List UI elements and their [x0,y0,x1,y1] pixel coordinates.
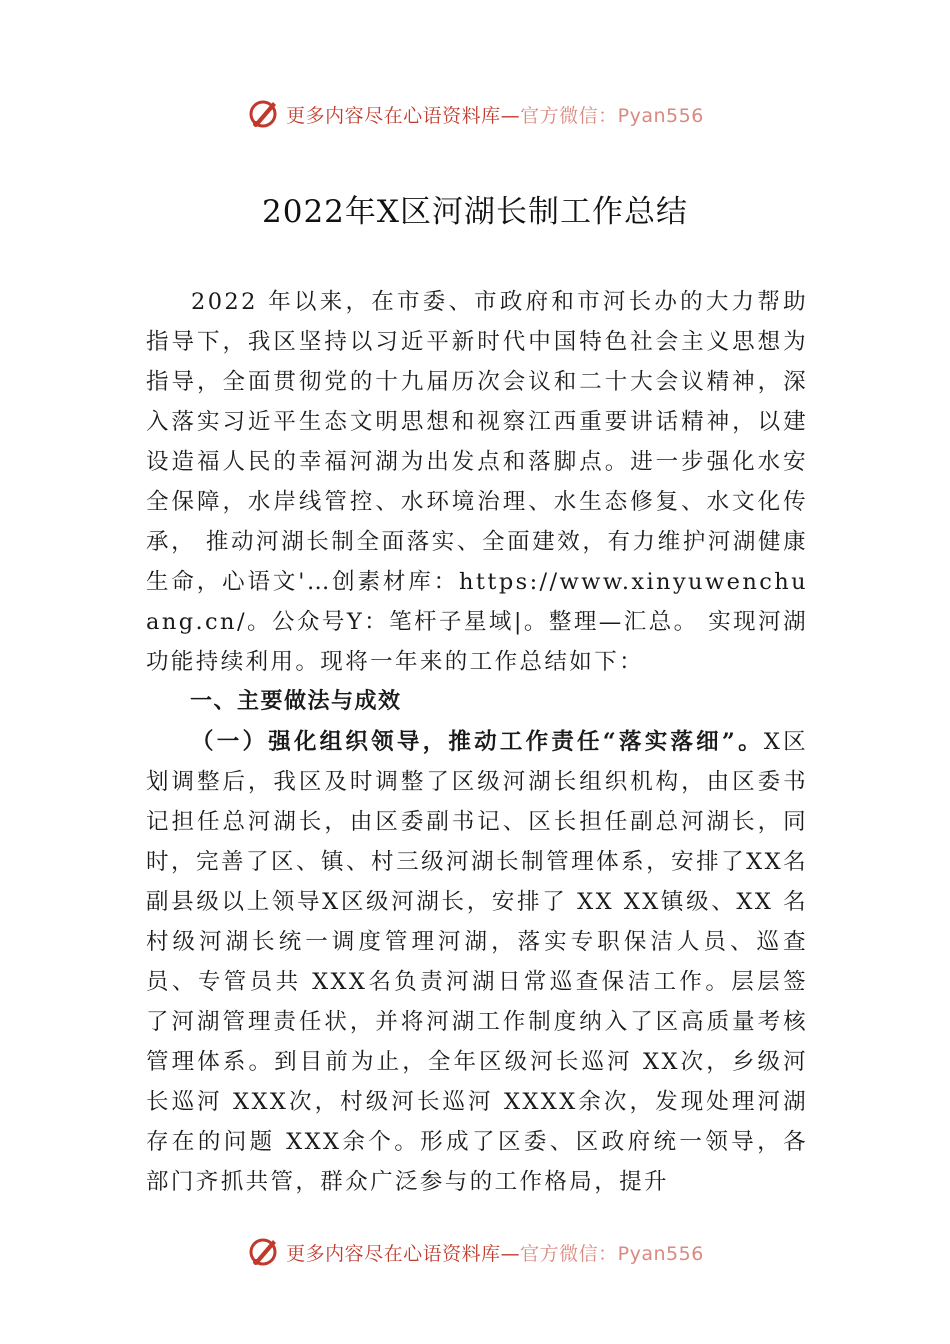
footer-banner [0,1230,950,1274]
document-title: 2022年X区河湖长制工作总结 [262,194,688,230]
document-body [146,282,808,1202]
subsection-paragraph [146,722,808,1202]
section-heading: 一、主要做法与成效 [190,689,402,714]
subsection-heading: （一）强化组织领导，推动工作责任“落实落细”。 [191,729,764,755]
banner-text: 更多内容尽在心语资料库—官方微信：Pyan556 [286,104,704,127]
header-banner [0,92,950,136]
pen-logo-icon [246,1234,282,1270]
intro-paragraph: 2022 年以来，在市委、市政府和市河长办的大力帮助指导下，我区坚持以习近平新时代中国特色社会主义思想为指导，全面贯彻党的十九届历次会议和二十大会议精神，深入落实习近平生态文明思想和视察江西重要讲话精神，以建设造福人民的幸福河湖为出发点和落脚点。进一步强化水安全保障，水岸线管控、水环境治理、水生态修复、水文化传承， 推动河湖长制全面落实、全面建效，有力维护河湖健康生命，心语文'…创素材库：https://www.xinyuwenchuang.cn/。公众号Y：笔杆子星域|。整理—汇总。 实现河湖功能持续利用。现将一年来的工作总结如下： [146,289,808,675]
pen-logo-icon [246,96,282,132]
subsection-body: X区划调整后，我区及时调整了区级河湖长组织机构，由区委书记担任总河湖长，由区委副书记、区长担任副总河湖长，同时，完善了区、镇、村三级河湖长制管理体系，安排了XX名副县级以上领导X区级河湖长，安排了 XX XX镇级、XX 名村级河湖长统一调度管理河湖，落实专职保洁人员、巡查员、专管员共 XXX名负责河湖日常巡查保洁工作。层层签了河湖管理责任状，并将河湖工作制度纳入了区高质量考核管理体系。到目前为止，全年区级河长巡河 XX次，乡级河长巡河 XXX次，村级河长巡河 XXXX余次，发现处理河湖存在的问题 XXX余个。形成了区委、区政府统一领导，各部门齐抓共管，群众广泛参与的工作格局，提升 [146,729,808,1195]
banner-text: 更多内容尽在心语资料库—官方微信：Pyan556 [286,1242,704,1265]
